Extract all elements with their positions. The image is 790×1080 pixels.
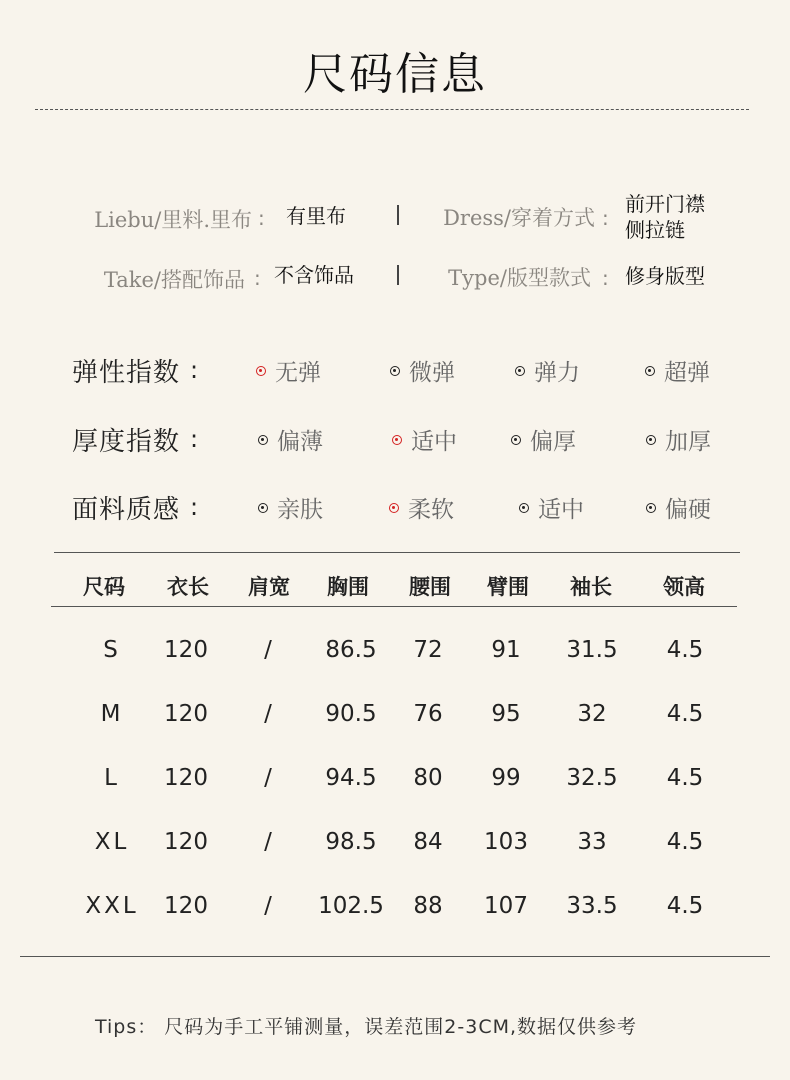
cell-waist: 80 bbox=[413, 765, 443, 791]
title-divider bbox=[35, 109, 749, 110]
option-label: 偏厚 bbox=[530, 429, 576, 455]
texture-colon: : bbox=[190, 493, 199, 521]
take-colon: : bbox=[254, 266, 261, 290]
cell-sleeve: 31.5 bbox=[566, 637, 618, 663]
thickness-option-extra[interactable] bbox=[646, 423, 711, 456]
header-sleeve: 袖长 bbox=[570, 574, 612, 599]
thickness-option-thin[interactable] bbox=[258, 423, 323, 456]
option-label: 弹力 bbox=[534, 360, 580, 386]
cell-collar: 4.5 bbox=[666, 829, 704, 855]
cell-size: L bbox=[104, 765, 120, 791]
elasticity-label: 弹性指数 bbox=[72, 358, 181, 388]
elasticity-colon: : bbox=[190, 356, 199, 384]
texture-label: 面料质感 bbox=[72, 495, 181, 525]
cell-collar: 4.5 bbox=[666, 637, 704, 663]
separator-2 bbox=[397, 265, 399, 285]
option-label: 柔软 bbox=[408, 497, 454, 523]
option-label: 适中 bbox=[538, 497, 584, 523]
dress-value-line2: 侧拉链 bbox=[625, 218, 685, 242]
cell-arm: 91 bbox=[491, 637, 521, 663]
cell-bust: 86.5 bbox=[325, 637, 377, 663]
elasticity-option-stretch[interactable] bbox=[515, 354, 580, 387]
selected-radio-icon bbox=[392, 435, 402, 445]
header-arm: 臂围 bbox=[487, 574, 529, 599]
option-label: 微弹 bbox=[409, 360, 455, 386]
cell-length: 120 bbox=[164, 829, 208, 855]
cell-collar: 4.5 bbox=[666, 893, 704, 919]
cell-arm: 95 bbox=[491, 701, 521, 727]
option-label: 偏薄 bbox=[277, 429, 323, 455]
lining-label: Liebu/里料.里布 bbox=[94, 208, 252, 232]
cell-arm: 99 bbox=[491, 765, 521, 791]
header-shoulder: 肩宽 bbox=[248, 574, 290, 599]
cell-bust: 98.5 bbox=[325, 829, 377, 855]
radio-icon bbox=[390, 366, 400, 376]
radio-icon bbox=[519, 503, 529, 513]
radio-icon bbox=[511, 435, 521, 445]
cell-shoulder: / bbox=[264, 701, 272, 727]
cell-waist: 88 bbox=[413, 893, 443, 919]
lining-colon: : bbox=[258, 206, 265, 230]
header-collar: 领高 bbox=[663, 574, 705, 599]
cell-bust: 90.5 bbox=[325, 701, 377, 727]
elasticity-option-slight[interactable] bbox=[390, 354, 455, 387]
header-length: 衣长 bbox=[167, 574, 209, 599]
radio-icon bbox=[646, 503, 656, 513]
texture-option-medium[interactable] bbox=[519, 491, 584, 524]
cell-arm: 103 bbox=[484, 829, 528, 855]
cell-collar: 4.5 bbox=[666, 765, 704, 791]
cell-waist: 72 bbox=[413, 637, 443, 663]
option-label: 超弹 bbox=[664, 360, 710, 386]
dress-label: Dress/穿着方式 bbox=[443, 206, 595, 230]
radio-icon bbox=[258, 435, 268, 445]
cell-shoulder: / bbox=[264, 829, 272, 855]
table-top-rule bbox=[54, 552, 740, 553]
selected-radio-icon bbox=[389, 503, 399, 513]
cell-waist: 84 bbox=[413, 829, 443, 855]
option-label: 偏硬 bbox=[665, 497, 711, 523]
cell-sleeve: 32 bbox=[577, 701, 607, 727]
thickness-option-thick[interactable] bbox=[511, 423, 576, 456]
cell-arm: 107 bbox=[484, 893, 528, 919]
cell-size: XXL bbox=[85, 893, 139, 919]
radio-icon bbox=[258, 503, 268, 513]
cell-sleeve: 32.5 bbox=[566, 765, 618, 791]
separator-1 bbox=[397, 205, 399, 225]
elasticity-option-super[interactable] bbox=[645, 354, 710, 387]
cell-shoulder: / bbox=[264, 765, 272, 791]
cell-length: 120 bbox=[164, 765, 208, 791]
selected-radio-icon bbox=[256, 366, 266, 376]
table-bottom-rule bbox=[20, 956, 770, 957]
header-size: 尺码 bbox=[83, 574, 125, 599]
elasticity-option-none[interactable] bbox=[256, 354, 321, 387]
cell-size: XL bbox=[94, 829, 130, 855]
texture-option-skin[interactable] bbox=[258, 491, 323, 524]
cell-size: S bbox=[103, 637, 121, 663]
cell-waist: 76 bbox=[413, 701, 443, 727]
radio-icon bbox=[515, 366, 525, 376]
page-title: 尺码信息 bbox=[303, 49, 487, 100]
option-label: 无弹 bbox=[275, 360, 321, 386]
cell-shoulder: / bbox=[264, 637, 272, 663]
type-label: Type/版型款式 bbox=[448, 266, 591, 290]
radio-icon bbox=[646, 435, 656, 445]
type-value: 修身版型 bbox=[625, 264, 705, 288]
thickness-label: 厚度指数 bbox=[72, 427, 181, 457]
option-label: 亲肤 bbox=[277, 497, 323, 523]
cell-bust: 102.5 bbox=[318, 893, 384, 919]
type-colon: : bbox=[602, 266, 609, 290]
tips-note: Tips： 尺码为手工平铺测量，误差范围2-3CM,数据仅供参考 bbox=[95, 1016, 638, 1038]
header-bust: 胸围 bbox=[327, 574, 369, 599]
cell-size: M bbox=[100, 701, 124, 727]
cell-sleeve: 33 bbox=[577, 829, 607, 855]
dress-colon: : bbox=[602, 206, 609, 230]
header-waist: 腰围 bbox=[409, 574, 451, 599]
lining-value: 有里布 bbox=[286, 204, 346, 228]
dress-value-line1: 前开门襟 bbox=[625, 192, 705, 216]
cell-shoulder: / bbox=[264, 893, 272, 919]
cell-collar: 4.5 bbox=[666, 701, 704, 727]
option-label: 适中 bbox=[411, 429, 457, 455]
take-label: Take/搭配饰品 bbox=[103, 268, 245, 292]
table-header-rule bbox=[51, 606, 737, 607]
take-value: 不含饰品 bbox=[274, 263, 354, 287]
cell-length: 120 bbox=[164, 701, 208, 727]
cell-length: 120 bbox=[164, 637, 208, 663]
texture-option-soft[interactable] bbox=[389, 491, 454, 524]
option-label: 加厚 bbox=[665, 429, 711, 455]
cell-length: 120 bbox=[164, 893, 208, 919]
thickness-option-medium[interactable] bbox=[392, 423, 457, 456]
cell-sleeve: 33.5 bbox=[566, 893, 618, 919]
radio-icon bbox=[645, 366, 655, 376]
cell-bust: 94.5 bbox=[325, 765, 377, 791]
texture-option-stiff[interactable] bbox=[646, 491, 711, 524]
thickness-colon: : bbox=[190, 425, 199, 453]
